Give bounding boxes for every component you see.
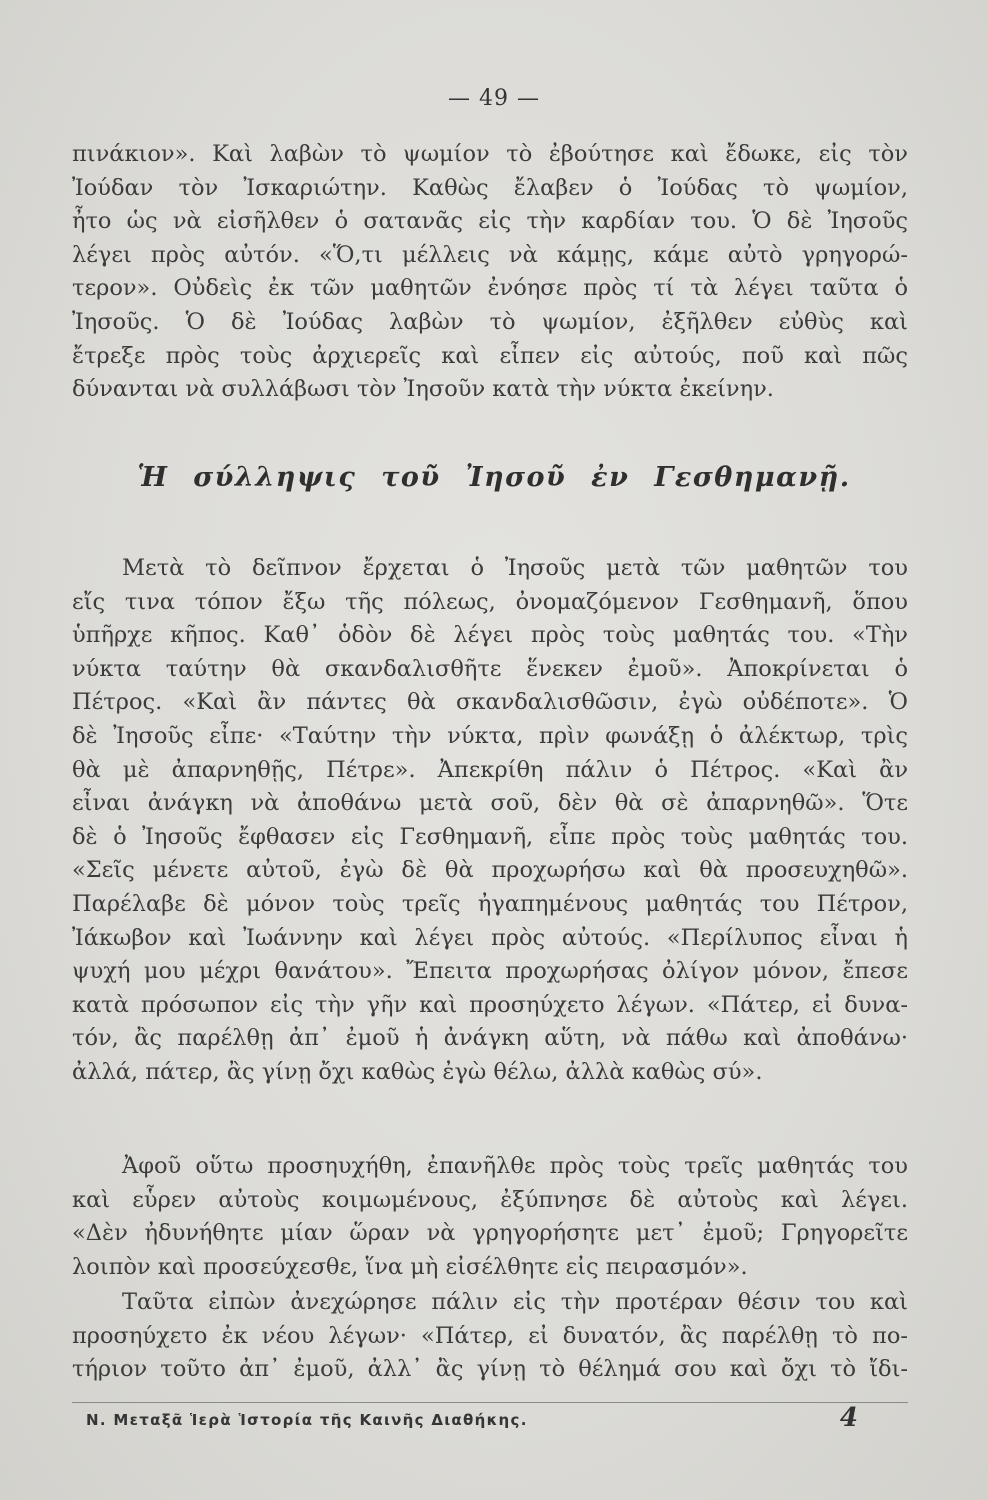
text-line: «Δὲν ἠδυνήθητε μίαν ὥραν νὰ γρηγορήσητε μετ᾽ ἐμοῦ; Γρηγορεῖτε [72,1220,908,1247]
page-number: — 49 — [448,86,540,111]
text-line: νύκτα ταύτην θὰ σκανδαλισθῆτε ἕνεκεν ἐμοῦ». Ἀποκρίνεται ὁ [72,655,908,682]
text-line: ὑπῆρχε κῆπος. Καθ᾽ ὁδὸν δὲ λέγει πρὸς τοὺς μαθητάς του. «Τὴν [72,622,908,649]
paragraph-4 [72,1286,908,1387]
text-line: κατὰ πρόσωπον εἰς τὴν γῆν καὶ προσηύχετο λέγων. «Πάτερ, εἰ δυνα- [72,991,908,1018]
text-line: τήριον τοῦτο ἀπ᾽ ἐμοῦ, ἀλλ᾽ ἂς γίνῃ τὸ θέλημά σου καὶ ὄχι τὸ ἴδι- [72,1356,908,1383]
paragraph-2 [72,552,908,1090]
text-line: Παρέλαβε δὲ μόνον τοὺς τρεῖς ἠγαπημένους μαθητάς του Πέτρον, [72,890,908,917]
text-line: πινάκιον». Καὶ λαβὼν τὸ ψωμίον τὸ ἐβούτησε καὶ ἔδωκε, εἰς τὸν [72,141,908,167]
text-line: εἶναι ἀνάγκη νὰ ἀποθάνω μετὰ σοῦ, δὲν θὰ σὲ ἀπαρνηθῶ». Ὅτε [72,790,908,817]
text-line: ἦτο ὡς νὰ εἰσῆλθεν ὁ σατανᾶς εἰς τὴν καρδίαν του. Ὁ δὲ Ἰησοῦς [72,208,908,235]
text-line: δὲ Ἰησοῦς εἶπε· «Ταύτην τὴν νύκτα, πρὶν φωνάξῃ ὁ ἀλέκτωρ, τρὶς [72,722,908,749]
text-line: τόν, ἂς παρέλθῃ ἀπ᾽ ἐμοῦ ἡ ἀνάγκη αὕτη, νὰ πάθω καὶ ἀποθάνω· [72,1025,908,1052]
text-line: καὶ εὗρεν αὐτοὺς κοιμωμένους, ἐξύπνησε δὲ αὐτοὺς καὶ λέγει. [72,1186,908,1213]
text-line: δὲ ὁ Ἰησοῦς ἔφθασεν εἰς Γεσθημανῆ, εἶπε πρὸς τοὺς μαθητάς του. [72,823,908,850]
section-heading: Ἡ σύλληψις τοῦ Ἰησοῦ ἐν Γεσθημανῇ. [137,462,851,493]
text-line: προσηύχετο ἐκ νέου λέγων· «Πάτερ, εἰ δυνατόν, ἂς παρέλθῃ τὸ πο- [72,1322,908,1349]
text-line: τερον». Οὐδεὶς ἐκ τῶν μαθητῶν ἐνόησε πρὸς τί τὰ λέγει ταῦτα ὁ [72,275,908,302]
text-line: ἔτρεξε πρὸς τοὺς ἀρχιερεῖς καὶ εἶπεν εἰς αὐτούς, ποῦ καὶ πῶς [72,342,908,369]
signature-mark: 4 [839,1403,858,1433]
text-line: Ἰησοῦς. Ὁ δὲ Ἰούδας λαβὼν τὸ ψωμίον, ἐξῆλθεν εὐθὺς καὶ [72,308,908,335]
text-line: Ἰούδαν τὸν Ἰσκαριώτην. Καθὼς ἔλαβεν ὁ Ἰούδας τὸ ψωμίον, [72,174,908,201]
footer-book-title: Ν. Μεταξᾶ Ἱερὰ Ἱστορία τῆς Καινῆς Διαθήκης. [86,1411,528,1429]
text-line: λοιπὸν καὶ προσεύχεσθε, ἵνα μὴ εἰσέλθητε εἰς πειρασμόν». [72,1253,748,1280]
text-line: ἀλλά, πάτερ, ἂς γίνῃ ὄχι καθὼς ἐγὼ θέλω, ἀλλὰ καθὼς σύ». [72,1058,763,1085]
page-footer [72,1402,908,1437]
text-line: θὰ μὲ ἀπαρνηθῇς, Πέτρε». Ἀπεκρίθη πάλιν ὁ Πέτρος. «Καὶ ἂν [72,756,908,783]
paragraph-3 [72,1150,908,1284]
paragraph-1 [72,138,908,407]
text-line: «Σεῖς μένετε αὐτοῦ, ἐγὼ δὲ θὰ προχωρήσω καὶ θὰ προσευχηθῶ». [72,857,908,884]
text-line: Ταῦτα εἰπὼν ἀνεχώρησε πάλιν εἰς τὴν προτέραν θέσιν του καὶ [122,1289,908,1315]
text-line: Πέτρος. «Καὶ ἂν πάντες θὰ σκανδαλισθῶσιν, ἐγὼ οὐδέποτε». Ὁ [72,689,908,716]
text-line: Ἰάκωβον καὶ Ἰωάννην καὶ λέγει πρὸς αὐτούς. «Περίλυπος εἶναι ἡ [72,924,908,951]
text-line: Ἀφοῦ οὕτω προσηυχήθη, ἐπανῆλθε πρὸς τοὺς τρεῖς μαθητάς του [122,1153,908,1179]
text-line: εἴς τινα τόπον ἔξω τῆς πόλεως, ὀνομαζόμενον Γεσθημανῆ, ὅπου [72,588,908,615]
text-line: λέγει πρὸς αὐτόν. «Ὅ,τι μέλλεις νὰ κάμῃς, κάμε αὐτὸ γρηγορώ- [72,241,908,268]
text-line: ψυχή μου μέχρι θανάτου». Ἔπειτα προχωρήσας ὀλίγον μόνον, ἔπεσε [72,958,908,985]
text-line: δύνανται νὰ συλλάβωσι τὸν Ἰησοῦν κατὰ τὴν νύκτα ἐκείνην. [72,376,774,403]
text-line: Μετὰ τὸ δεῖπνον ἔρχεται ὁ Ἰησοῦς μετὰ τῶν μαθητῶν του [122,555,908,581]
